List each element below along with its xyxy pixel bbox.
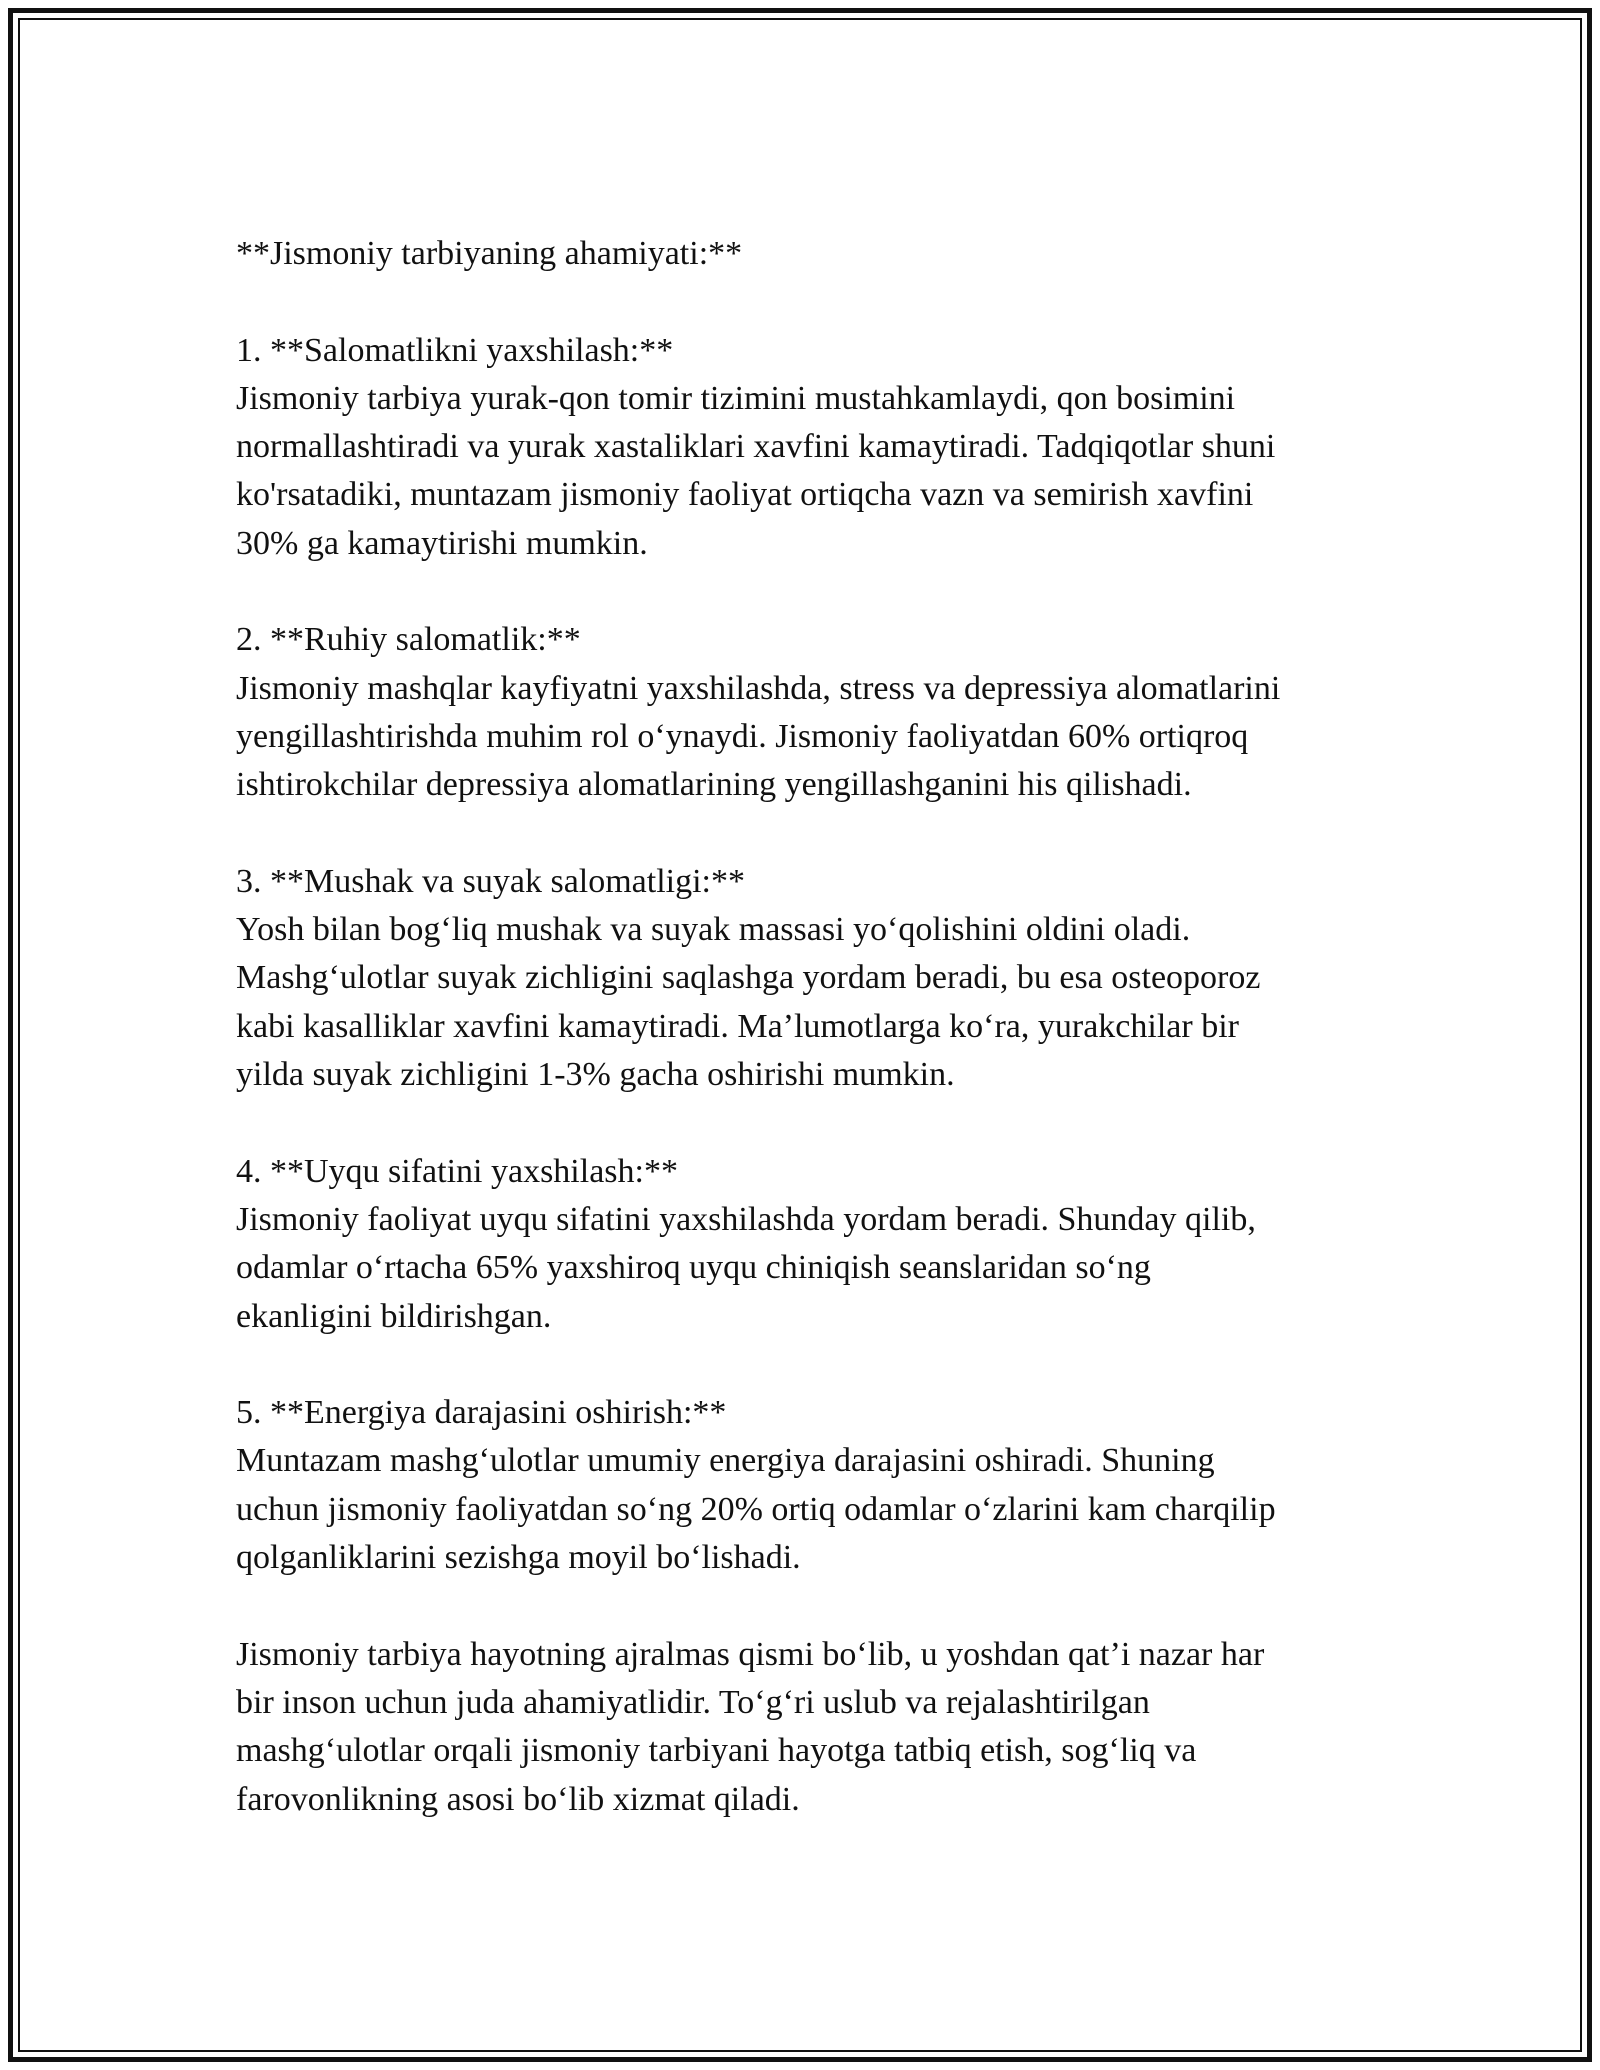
section-text-line: qolganliklarini sezishga moyil bo‘lishadi.	[236, 1539, 801, 1577]
section-text-line: 30% ga kamaytirishi mumkin.	[236, 524, 648, 562]
section-text-line: Jismoniy tarbiya yurak-qon tomir tizimini mustahkamlaydi, qon bosimini	[236, 379, 1236, 417]
section-heading: 2. **Ruhiy salomatlik:**	[236, 621, 581, 659]
section-heading: 3. **Mushak va suyak salomatligi:**	[236, 862, 746, 900]
section-heading: 4. **Uyqu sifatini yaxshilash:**	[236, 1152, 678, 1190]
section-text-line: yengillashtirishda muhim rol o‘ynaydi. Jismoniy faoliyatdan 60% ortiqroq	[236, 717, 1249, 755]
section-text-line: normallashtiradi va yurak xastaliklari xavfini kamaytiradi. Tadqiqotlar shuni	[236, 428, 1276, 466]
spacer	[236, 1341, 1376, 1389]
section-text-line: odamlar o‘rtacha 65% yaxshiroq uyqu chiniqish seanslaridan so‘ng	[236, 1249, 1151, 1287]
section-text-line: yilda suyak zichligini 1-3% gacha oshirishi mumkin.	[236, 1056, 955, 1094]
section-text-line: kabi kasalliklar xavfini kamaytiradi. Ma’lumotlarga ko‘ra, yurakchilar bir	[236, 1007, 1239, 1045]
section-text-line: ishtirokchilar depressiya alomatlarining yengillashganini his qilishadi.	[236, 766, 1192, 804]
spacer	[236, 810, 1376, 858]
conclusion-line: mashg‘ulotlar orqali jismoniy tarbiyani hayotga tatbiq etish, sog‘liq va	[236, 1732, 1197, 1770]
spacer	[236, 568, 1376, 616]
section-text-line: Mashg‘ulotlar suyak zichligini saqlashga yordam beradi, bu esa osteoporoz	[236, 959, 1261, 997]
spacer	[236, 278, 1376, 326]
spacer	[236, 1582, 1376, 1630]
conclusion-line: Jismoniy tarbiya hayotning ajralmas qismi bo‘lib, u yoshdan qat’i nazar har	[236, 1635, 1265, 1673]
section-heading: 5. **Energiya darajasini oshirish:**	[236, 1394, 727, 1432]
section-text-line: ko'rsatadiki, muntazam jismoniy faoliyat ortiqcha vazn va semirish xavfini	[236, 476, 1254, 514]
section-text-line: ekanligini bildirishgan.	[236, 1297, 552, 1335]
document-body	[236, 230, 1376, 1824]
document-title: **Jismoniy tarbiyaning ahamiyati:**	[236, 235, 743, 272]
section-text-line: Muntazam mashg‘ulotlar umumiy energiya darajasini oshiradi. Shuning	[236, 1442, 1215, 1480]
section-text-line: Yosh bilan bog‘liq mushak va suyak massasi yo‘qolishini oldini oladi.	[236, 911, 1191, 949]
section-text-line: Jismoniy mashqlar kayfiyatni yaxshilashda, stress va depressiya alomatlarini	[236, 669, 1281, 707]
spacer	[236, 1099, 1376, 1147]
conclusion-line: farovonlikning asosi bo‘lib xizmat qiladi.	[236, 1780, 800, 1818]
section-heading: 1. **Salomatlikni yaxshilash:**	[236, 331, 674, 369]
section-text-line: Jismoniy faoliyat uyqu sifatini yaxshilashda yordam beradi. Shunday qilib,	[236, 1200, 1256, 1238]
section-text-line: uchun jismoniy faoliyatdan so‘ng 20% ortiq odamlar o‘zlarini kam charqilip	[236, 1490, 1276, 1528]
conclusion-line: bir inson uchun juda ahamiyatlidir. To‘g‘ri uslub va rejalashtirilgan	[236, 1683, 1150, 1721]
